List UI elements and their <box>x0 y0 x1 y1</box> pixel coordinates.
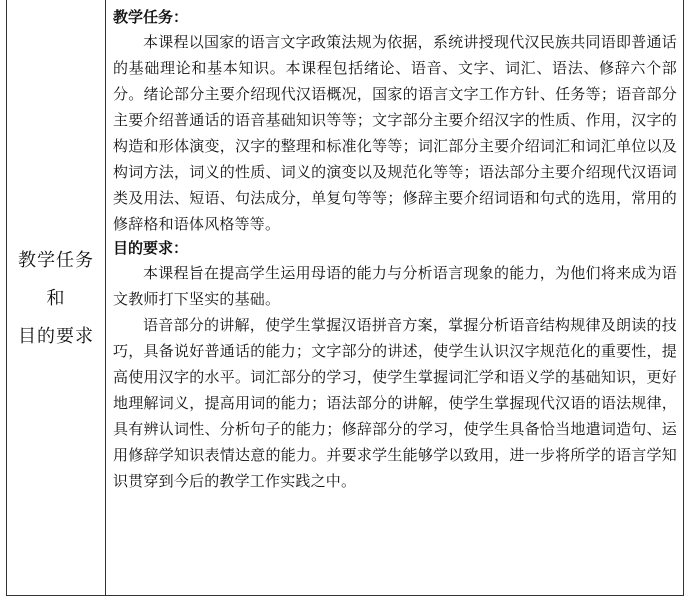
row-label-line3: 目的要求 <box>18 326 94 347</box>
objectives-paragraph-2: 语音部分的讲解，使学生掌握汉语拼音方案，掌握分析语音结构规律及朗读的技巧，具备说好普通话的能力；文字部分的讲述，使学生认识汉字规范化的重要性，提高使用汉字的水平。词汇部分的学习，使学生掌握词汇学和语义学的基础知识，更好地理解词义，提高用词的能力；语法部分的讲解，使学生掌握现代汉语的语法规律，具有辨认词性、分析句子的能力；修辞部分的学习，使学生具备恰当地遣词造句、运用修辞学知识表情达意的能力。并要求学生能够学以致用，进一步将所学的语言学知识贯穿到今后的教学工作实践之中。 <box>113 316 677 490</box>
row-label-line1: 教学任务 <box>18 250 94 271</box>
row-label-line2: 和 <box>46 288 66 309</box>
objectives-paragraph-1: 本课程旨在提高学生运用母语的能力与分析语言现象的能力，为他们将来成为语文教师打下坚实的基础。 <box>113 264 677 308</box>
label-cell <box>7 0 106 595</box>
course-info-table <box>6 0 684 596</box>
row-label <box>7 242 105 356</box>
objectives-heading: 目的要求： <box>113 239 189 257</box>
teaching-task-paragraph: 本课程以国家的语言文字政策法规为依据，系统讲授现代汉民族共同语即普通话的基础理论和基本知识。本课程包括绪论、语音、文字、词汇、语法、修辞六个部分。绪论部分主要介绍现代汉语概况，国家的语言文字工作方针、任务等；语音部分主要介绍普通话的语音基础知识等等；文字部分主要介绍汉字的性质、作用，汉字的构造和形体演变，汉字的整理和标准化等等；词汇部分主要介绍词汇和词汇单位以及构词方法，词义的性质、词义的演变以及规范化等等；语法部分主要介绍现代汉语词类及用法、短语、句法成分，单复句等等；修辞主要介绍词语和句式的选用，常用的修辞格和语体风格等等。 <box>113 33 677 233</box>
teaching-task-heading: 教学任务： <box>113 8 189 26</box>
content-cell <box>106 0 683 595</box>
